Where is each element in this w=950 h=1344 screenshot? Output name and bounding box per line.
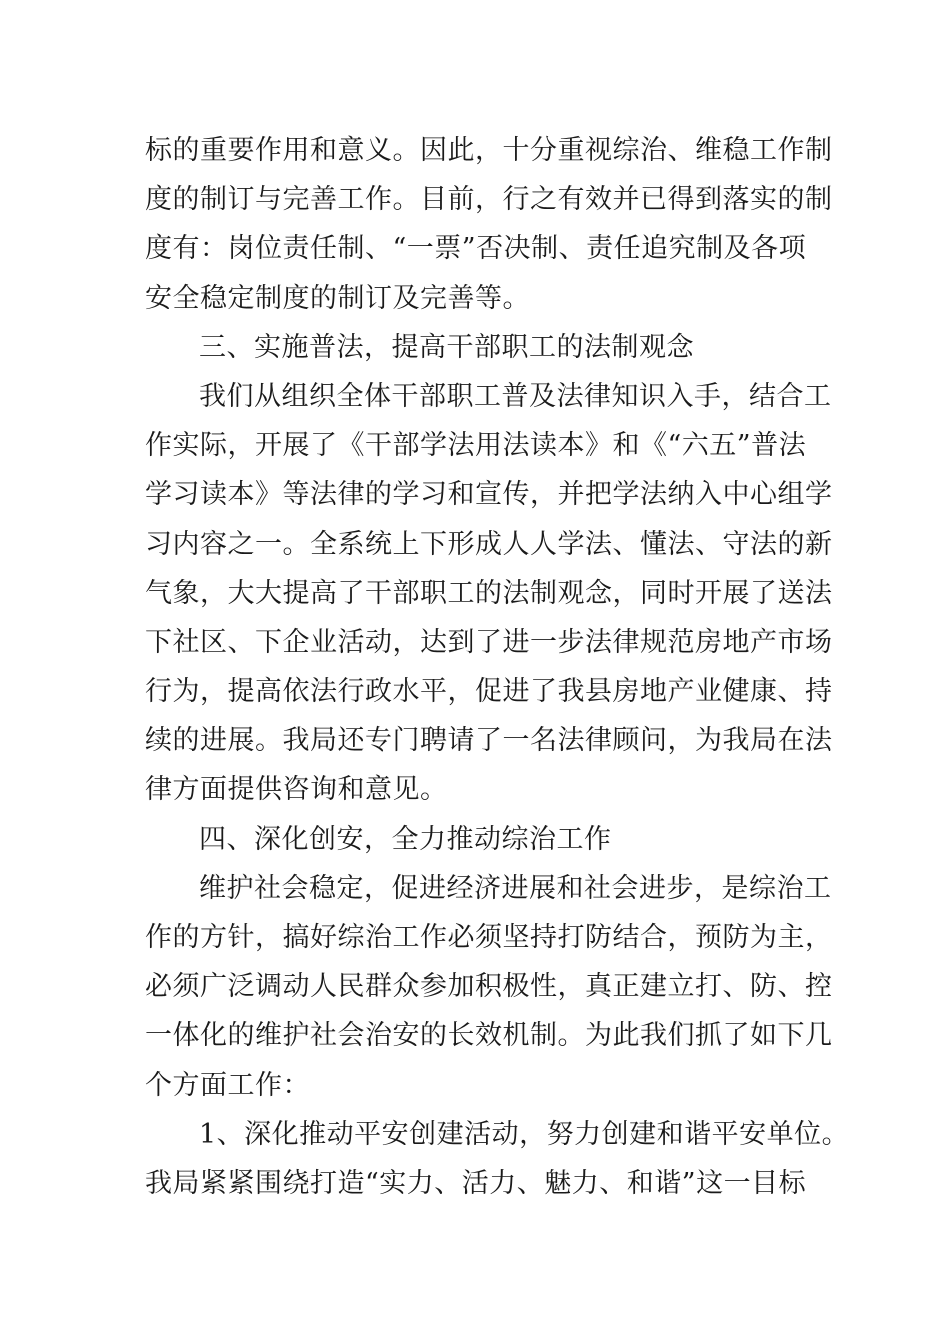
text-line: 一体化的维护社会治安的长效机制。为此我们抓了如下几 [145, 1020, 833, 1052]
text-line: 作的方针，搞好综治工作必须坚持打防结合，预防为主， [145, 922, 833, 953]
text-line: 下社区、下企业活动，达到了进一步法律规范房地产市场 [145, 626, 833, 658]
text-line: 习内容之一。全系统上下形成人人学法、懂法、守法的新 [145, 528, 833, 560]
text-line: 续的进展。我局还专门聘请了一名法律顾问，为我局在法 [145, 725, 833, 757]
text-line: 维护社会稳定，促进经济进展和社会进步，是综治工 [199, 872, 832, 904]
text-line: 气象，大大提高了干部职工的法制观念，同时开展了送法 [145, 577, 833, 609]
section-heading: 四、深化创安，全力推动综治工作 [199, 823, 612, 855]
text-line: 安全稳定制度的制订及完善等。 [145, 282, 530, 314]
text-line: 必须广泛调动人民群众参加积极性，真正建立打、防、控 [145, 971, 833, 1003]
text-line: 个方面工作： [145, 1069, 310, 1101]
text-line: 度有：岗位责任制、“一票”否决制、责任追究制及各项 [145, 233, 807, 265]
text-line: 标的重要作用和意义。因此，十分重视综治、维稳工作制 [145, 135, 833, 166]
text-line: 行为，提高依法行政水平，促进了我县房地产业健康、持 [145, 676, 833, 708]
text-line: 度的制订与完善工作。目前，行之有效并已得到落实的制 [145, 184, 833, 216]
text-line: 我们从组织全体干部职工普及法律知识入手，结合工 [199, 380, 832, 412]
section-heading: 三、实施普法，提高干部职工的法制观念 [199, 331, 694, 363]
document-body [145, 126, 850, 1208]
text-line: 学习读本》等法律的学习和宣传，并把学法纳入中心组学 [145, 479, 833, 511]
text-line: 1、深化推动平安创建活动，努力创建和谐平安单位。 [199, 1118, 850, 1150]
text-line: 作实际，开展了《干部学法用法读本》和《“六五”普法 [145, 430, 807, 462]
text-line: 我局紧紧围绕打造“实力、活力、魅力、和谐”这一目标 [145, 1167, 807, 1199]
text-line: 律方面提供咨询和意见。 [145, 774, 448, 806]
